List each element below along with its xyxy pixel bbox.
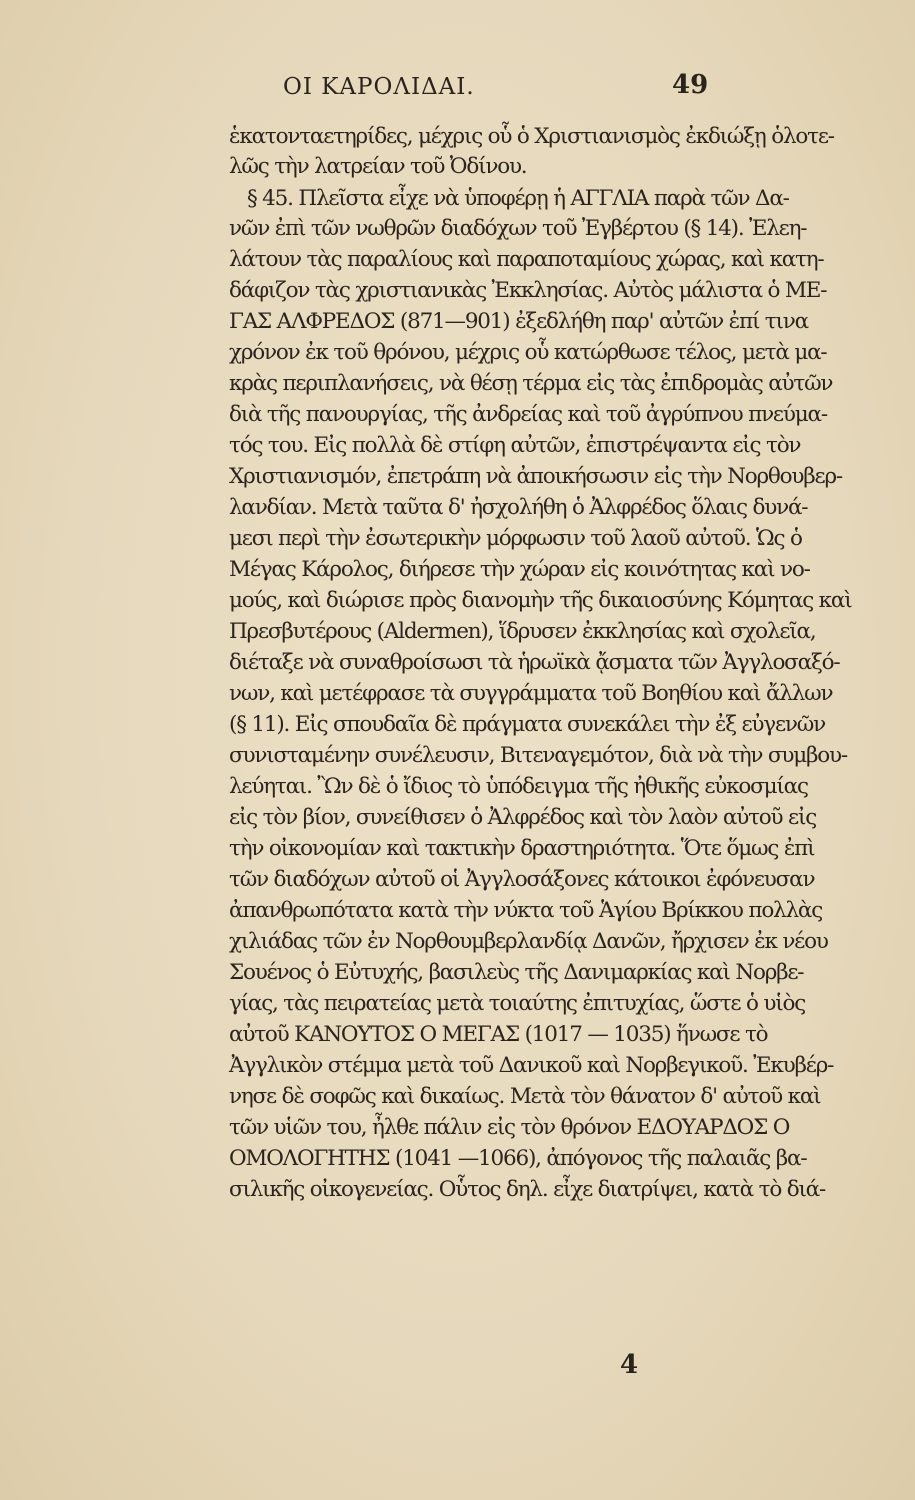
text-line: χιλιάδας τῶν ἐν Νορθουμβερλανδίᾳ Δανῶν, ἤρχισεν ἐκ νέου xyxy=(229,929,828,954)
text-line: ΓΑΣ ΑΛΦΡΕΔΟΣ (871—901) ἐξεδλήθη παρ' αὐτῶν ἐπί τινα xyxy=(229,309,808,334)
text-line: εἰς τὸν βίον, συνείθισεν ὁ Ἀλφρέδος καὶ τὸν λαὸν αὐτοῦ εἰς xyxy=(229,805,817,830)
text-line: Ἀγγλικὸν στέμμα μετὰ τοῦ Δανικοῦ καὶ Νορβεγικοῦ. Ἐκυβέρ- xyxy=(229,1053,834,1078)
text-line: μεσι περὶ τὴν ἐσωτερικὴν μόρφωσιν τοῦ λαοῦ αὐτοῦ. Ὡς ὁ xyxy=(229,526,802,551)
signature-mark: 4 xyxy=(620,1350,639,1380)
text-line: δάφιζον τὰς χριστιανικὰς Ἐκκλησίας. Αὐτὸς μάλιστα ὁ ΜΕ- xyxy=(229,278,827,303)
text-line: νων, καὶ μετέφρασε τὰ συγγράμματα τοῦ Βοηθίου καὶ ἄλλων xyxy=(229,681,833,706)
text-line: τὴν οἰκονομίαν καὶ τακτικὴν δραστηριότητα. Ὅτε ὅμως ἐπὶ xyxy=(229,836,815,861)
text-line: γίας, τὰς πειρατείας μετὰ τοιαύτης ἐπιτυχίας, ὥστε ὁ υἱὸς xyxy=(229,991,806,1016)
text-line: Μέγας Κάρολος, διήρεσε τὴν χώραν εἰς κοινότητας καὶ νο- xyxy=(229,557,810,582)
text-line: λάτουν τὰς παραλίους καὶ παραποταμίους χώρας, καὶ κατη- xyxy=(229,247,824,272)
text-line: διέταξε νὰ συναθροίσωσι τὰ ἡρωϊκὰ ᾄσματα τῶν Ἀγγλοσαξό- xyxy=(229,650,840,675)
text-line: νῶν ἐπὶ τῶν νωθρῶν διαδόχων τοῦ Ἐγβέρτου (§ 14). Ἐλεη- xyxy=(229,216,807,241)
text-line: τῶν διαδόχων αὐτοῦ οἱ Ἀγγλοσάξονες κάτοικοι ἐφόνευσαν xyxy=(229,867,815,892)
text-line: διὰ τῆς πανουργίας, τῆς ἀνδρείας καὶ τοῦ ἀγρύπνου πνεύμα- xyxy=(229,402,827,427)
text-line: λανδίαν. Μετὰ ταῦτα δ' ἠσχολήθη ὁ Ἀλφρέδος ὅλαις δυνά- xyxy=(229,495,808,520)
text-line: λῶς τὴν λατρείαν τοῦ Ὀδίνου. xyxy=(229,154,527,179)
text-line: κρὰς περιπλανήσεις, νὰ θέσῃ τέρμα εἰς τὰς ἐπιδρομὰς αὐτῶν xyxy=(229,371,833,396)
text-line: Πρεσβυτέρους (Aldermen), ἵδρυσεν ἐκκλησίας καὶ σχολεῖα, xyxy=(229,619,816,644)
text-line: συνισταμένην συνέλευσιν, Βιτεναγεμότον, διὰ νὰ τὴν συμβου- xyxy=(229,743,847,768)
text-line: χρόνον ἐκ τοῦ θρόνου, μέχρις οὗ κατώρθωσε τέλος, μετὰ μα- xyxy=(229,340,827,365)
text-line: αὐτοῦ ΚΑΝΟΥΤΟΣ Ο ΜΕΓΑΣ (1017 — 1035) ἥνωσε τὸ xyxy=(229,1022,768,1047)
text-line: § 45. Πλεῖστα εἶχε νὰ ὑποφέρῃ ἡ ΑΓΓΛΙΑ παρὰ τῶν Δα- xyxy=(247,186,789,211)
text-line: λεύηται. Ὢν δὲ ὁ ἴδιος τὸ ὑπόδειγμα τῆς ἠθικῆς εὐκοσμίας xyxy=(229,774,808,799)
text-line: μούς, καὶ διώρισε πρὸς διανομὴν τῆς δικαιοσύνης Κόμητας καὶ xyxy=(229,588,852,613)
text-line: ἀπανθρωπότατα κατὰ τὴν νύκτα τοῦ Ἁγίου Βρίκκου πολλὰς xyxy=(229,898,823,923)
text-line: νησε δὲ σοφῶς καὶ δικαίως. Μετὰ τὸν θάνατον δ' αὐτοῦ καὶ xyxy=(229,1084,821,1109)
text-line: Σουένος ὁ Εὐτυχής, βασιλεὺς τῆς Δανιμαρκίας καὶ Νορβε- xyxy=(229,960,804,985)
running-title: ΟΙ ΚΑΡΟΛΙΔΑΙ. xyxy=(283,74,475,100)
text-line: τός του. Εἰς πολλὰ δὲ στίφη αὐτῶν, ἐπιστρέψαντα εἰς τὸν xyxy=(229,433,801,458)
page-header xyxy=(0,70,915,110)
text-line: ΟΜΟΛΟΓΗΤΗΣ (1041 —1066), ἀπόγονος τῆς παλαιᾶς βα- xyxy=(229,1146,807,1171)
text-line: σιλικῆς οἰκογενείας. Οὗτος δηλ. εἶχε διατρίψει, κατὰ τὸ διά- xyxy=(229,1177,826,1202)
text-line: (§ 11). Εἰς σπουδαῖα δὲ πράγματα συνεκάλει τὴν ἐξ εὐγενῶν xyxy=(229,712,825,737)
page-number: 49 xyxy=(672,70,709,100)
text-line: ἑκατονταετηρίδες, μέχρις οὗ ὁ Χριστιανισμὸς ἐκδιώξῃ ὁλοτε- xyxy=(229,124,834,149)
text-line: Χριστιανισμόν, ἐπετράπη νὰ ἀποικήσωσιν εἰς τὴν Νορθουβερ- xyxy=(229,464,842,489)
text-line: τῶν υἱῶν του, ἦλθε πάλιν εἰς τὸν θρόνον ΕΔΟΥΑΡΔΟΣ Ο xyxy=(229,1115,790,1140)
